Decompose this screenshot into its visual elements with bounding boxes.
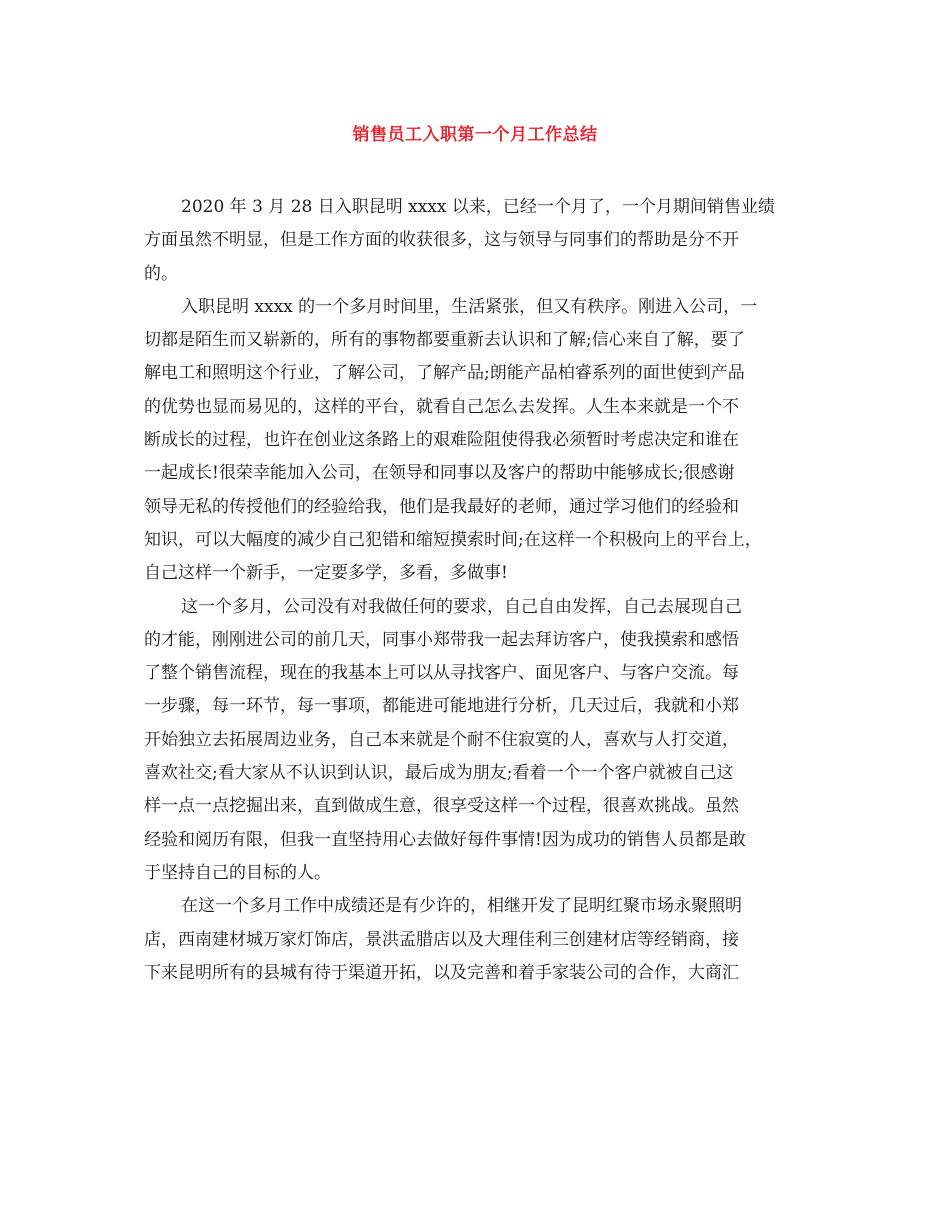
text-line: 店，西南建材城万家灯饰店，景洪孟腊店以及大理佳利三创建材店等经销商，接	[144, 929, 739, 950]
text-line: 开始独立去拓展周边业务，自己本来就是个耐不住寂寞的人，喜欢与人打交道，	[144, 729, 739, 750]
document-body	[144, 191, 810, 990]
text-line: 的。	[144, 263, 178, 284]
text-line: 知识，可以大幅度的减少自己犯错和缩短摸索时间;在这样一个积极向上的平台上，	[144, 529, 762, 550]
text-line: 的才能，刚刚进公司的前几天，同事小郑带我一起去拜访客户，使我摸索和感悟	[144, 629, 739, 650]
text-line: 一起成长!很荣幸能加入公司，在领导和同事以及客户的帮助中能够成长;很感谢	[144, 463, 735, 484]
text-line: 经验和阅历有限，但我一直坚持用心去做好每件事情!因为成功的销售人员都是敢	[144, 829, 746, 850]
text-line: 喜欢社交;看大家从不认识到认识，最后成为朋友;看着一个一个客户就被自己这	[144, 763, 734, 784]
text-line: 自己这样一个新手，一定要多学，多看，多做事!	[144, 563, 508, 584]
paragraph-1	[144, 191, 810, 291]
text-line: 2020 年 3 月 28 日入职昆明 xxxx 以来，已经一个月了，一个月期间销售业绩	[181, 197, 775, 217]
text-line: 领导无私的传授他们的经验给我，他们是我最好的老师，通过学习他们的经验和	[144, 496, 739, 517]
text-line: 在这一个多月工作中成绩还是有少许的，相继开发了昆明红聚市场永聚照明	[181, 896, 742, 917]
text-line: 入职昆明 xxxx 的一个多月时间里，生活紧张，但又有秩序。刚进入公司，一	[181, 296, 758, 317]
text-line: 了整个销售流程，现在的我基本上可以从寻找客户、面见客户、与客户交流。每	[144, 663, 739, 684]
text-line: 切都是陌生而又崭新的，所有的事物都要重新去认识和了解;信心来自了解，要了	[144, 330, 745, 351]
text-line: 方面虽然不明显，但是工作方面的收获很多，这与领导与同事们的帮助是分不开	[144, 230, 739, 251]
paragraph-2	[144, 291, 810, 591]
paragraph-4	[144, 890, 810, 990]
text-line: 一步骤，每一环节，每一事项，都能进可能地进行分析，几天过后，我就和小郑	[144, 696, 739, 717]
text-line: 这一个多月，公司没有对我做任何的要求，自己自由发挥，自己去展现自己	[181, 596, 742, 617]
text-line: 断成长的过程，也许在创业这条路上的艰难险阻使得我必须暂时考虑决定和谁在	[144, 430, 739, 451]
document-title: 销售员工入职第一个月工作总结	[352, 125, 598, 145]
text-line: 解电工和照明这个行业，了解公司，了解产品;朗能产品柏睿系列的面世使到产品	[144, 363, 745, 384]
paragraph-3	[144, 591, 810, 891]
text-line: 样一点一点挖掘出来，直到做成生意，很享受这样一个过程，很喜欢挑战。虽然	[144, 796, 739, 817]
text-line: 下来昆明所有的县城有待于渠道开拓，以及完善和着手家装公司的合作，大商汇	[144, 962, 739, 983]
text-line: 于坚持自己的目标的人。	[144, 862, 331, 883]
text-line: 的优势也显而易见的，这样的平台，就看自己怎么去发挥。人生本来就是一个不	[144, 396, 739, 417]
